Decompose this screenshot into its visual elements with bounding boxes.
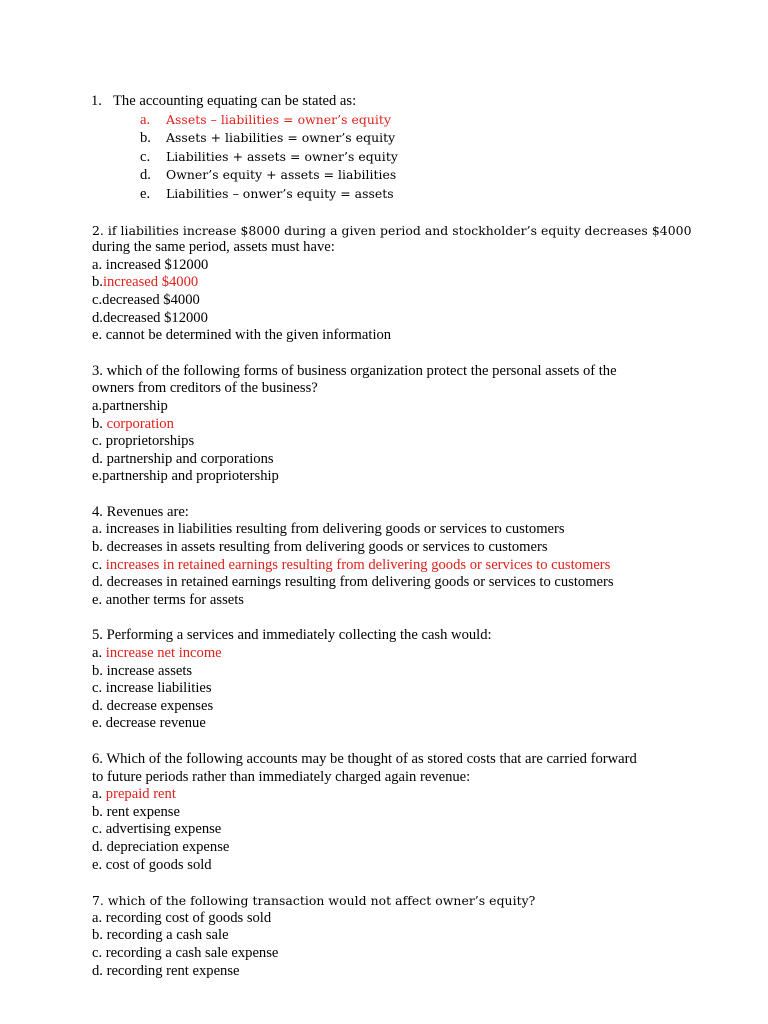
question-4-option-c: c. increases in retained earnings resulting from delivering goods or services to customers (92, 556, 611, 573)
question-3-stem-line-2: owners from creditors of the business? (92, 380, 318, 397)
question-3-option-d: d. partnership and corporations (92, 450, 274, 467)
question-2-option-c: c.decreased $4000 (92, 291, 200, 308)
question-3-option-a: a.partnership (92, 397, 168, 414)
question-1-option-d: d. Owner’s equity + assets = liabilities (140, 167, 397, 184)
question-3-option-e: e.partnership and propriotership (92, 468, 279, 485)
question-7-option-b: b. recording a cash sale (92, 927, 229, 944)
question-6-option-e: e. cost of goods sold (92, 856, 212, 873)
question-4-option-a: a. increases in liabilities resulting from delivering goods or services to customers (92, 521, 565, 538)
question-7-option-c: c. recording a cash sale expense (92, 944, 279, 961)
question-1-number: 1. (91, 93, 102, 109)
question-1-option-c: c. Liabilities + assets = owner’s equity (140, 148, 398, 165)
question-6-stem-line-1: 6. Which of the following accounts may be thought of as stored costs that are carried forward (92, 751, 637, 767)
question-4-option-e: e. another terms for assets (92, 591, 244, 608)
question-1-option-e: e. Liabilities – onwer’s equity = assets (140, 185, 394, 202)
question-5-option-d: d. decrease expenses (92, 697, 214, 714)
question-4-stem: 4. Revenues are: (92, 503, 189, 520)
question-7 (92, 892, 692, 980)
question-4-option-b: b. decreases in assets resulting from delivering goods or services to customers (92, 539, 548, 556)
question-2-stem-line-2: during the same period, assets must have: (92, 239, 335, 256)
question-6 (92, 751, 692, 874)
question-5 (92, 627, 692, 733)
question-2-option-e: e. cannot be determined with the given information (92, 327, 392, 344)
question-6-option-b: b. rent expense (92, 803, 180, 820)
question-3 (92, 363, 692, 486)
question-7-stem: 7. which of the following transaction would not affect owner’s equity? (92, 893, 536, 909)
question-3-option-b: b. corporation (92, 415, 174, 432)
question-3-option-c: c. proprietorships (92, 433, 195, 450)
question-7-option-a: a. recording cost of goods sold (92, 909, 272, 926)
question-2-option-b: b.increased $4000 (92, 274, 199, 291)
question-6-option-c: c. advertising expense (92, 821, 222, 838)
question-1-option-b: b. Assets + liabilities = owner’s equity (140, 130, 396, 147)
question-2-option-a: a. increased $12000 (92, 256, 209, 273)
question-5-option-a: a. increase net income (92, 645, 222, 662)
question-1-stem: 1. The accounting equating can be stated as: (91, 93, 357, 109)
question-5-option-c: c. increase liabilities (92, 680, 212, 697)
question-2 (92, 222, 692, 345)
question-3-stem-line-1: 3. which of the following forms of business organization protect the personal assets of the (92, 362, 617, 379)
question-6-stem-line-2: to future periods rather than immediately charged again revenue: (92, 768, 471, 785)
question-4 (92, 504, 692, 610)
question-2-option-d: d.decreased $12000 (92, 309, 208, 326)
question-5-option-b: b. increase assets (92, 662, 193, 679)
question-7-option-d: d. recording rent expense (92, 962, 240, 979)
question-5-stem: 5. Performing a services and immediately collecting the cash would: (92, 627, 492, 644)
question-5-option-e: e. decrease revenue (92, 715, 206, 732)
question-6-option-d: d. depreciation expense (92, 838, 230, 855)
question-1 (92, 93, 692, 204)
question-4-option-d: d. decreases in retained earnings resulting from delivering goods or services to customers (92, 574, 614, 591)
question-2-stem-line-1: 2. if liabilities increase $8000 during a given period and stockholder’s equity decreases $4000 (92, 222, 692, 238)
question-6-option-a: a. prepaid rent (92, 786, 176, 803)
document-page (92, 93, 692, 998)
question-1-option-a: a. Assets – liabilities = owner’s equity (140, 111, 392, 128)
